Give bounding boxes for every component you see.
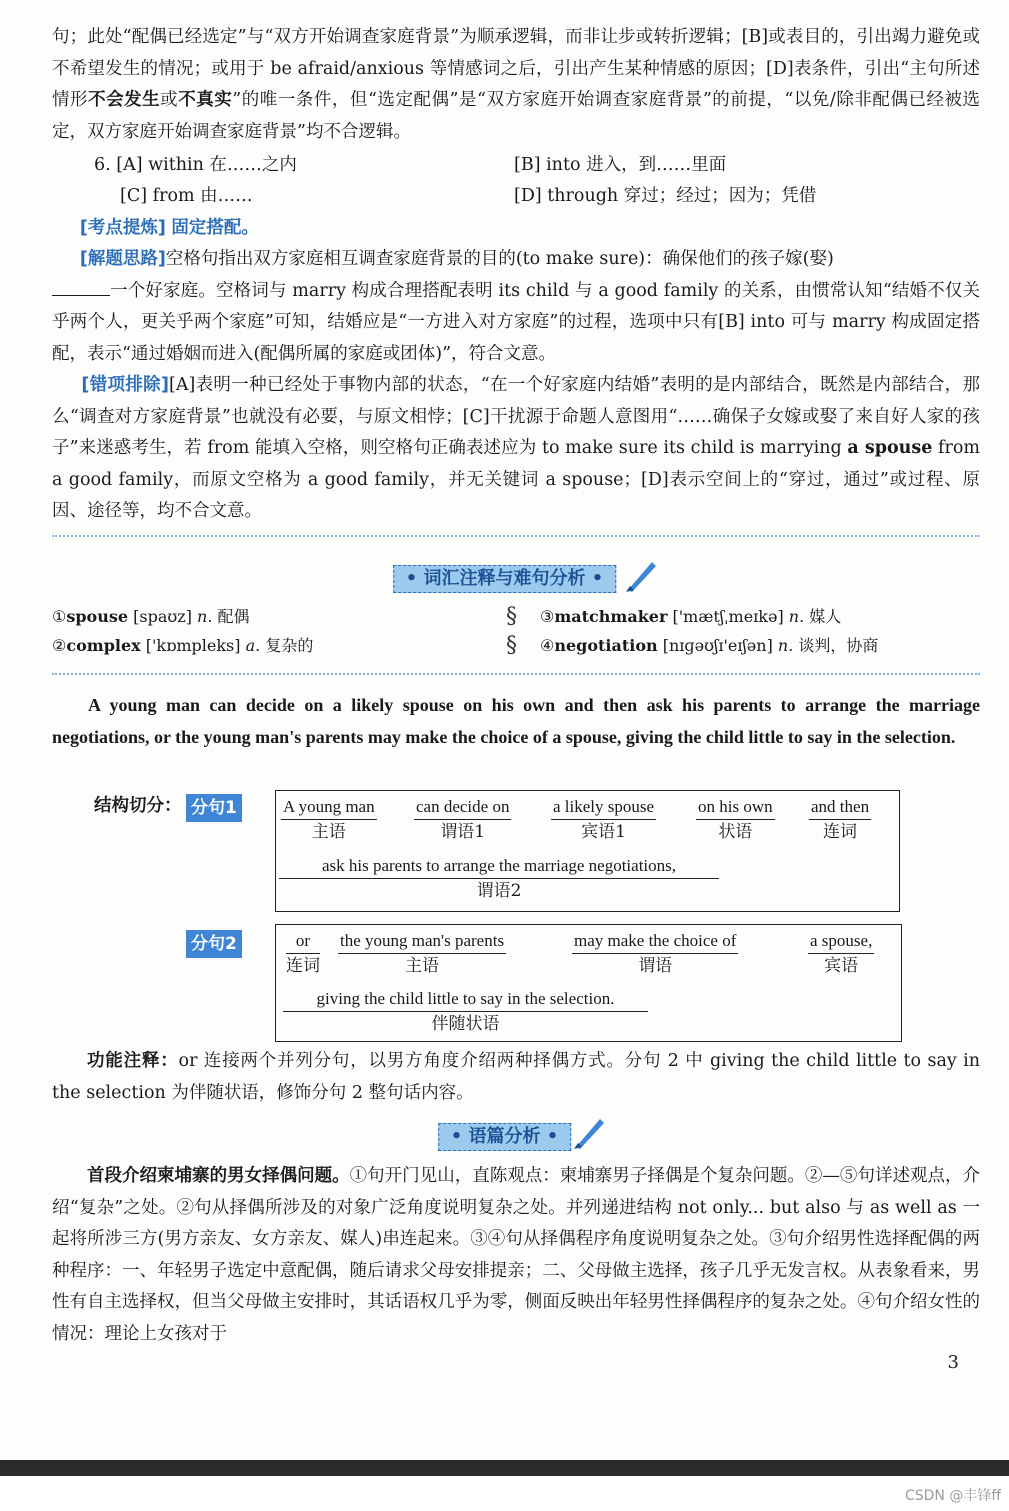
clause1-part: can decide on 谓语1 (416, 797, 510, 842)
clause2-tag: 分句2 (186, 930, 242, 958)
clause2-part: a spouse, 宾语 (810, 931, 873, 976)
clause2-part: the young man's parents 主语 (340, 931, 505, 976)
vocab-item: ②complex ['kɒmpleks] a. 复杂的 (52, 636, 314, 655)
answer-blank (52, 279, 110, 296)
divider (52, 673, 980, 675)
kaodian-block: [考点提炼] 固定搭配。 (79, 218, 259, 238)
clause1-part: on his own 状语 (698, 797, 773, 842)
footer-bar (0, 1460, 1009, 1476)
clause2-part: may make the choice of 谓语 (574, 931, 737, 976)
clause2-adverbial: giving the child little to say in the selection. 伴随状语 (283, 987, 648, 1036)
pen-icon (570, 1113, 608, 1151)
vocab-item: ③matchmaker ['mætʃˌmeɪkə] n. 媒人 (540, 607, 842, 626)
jieti-block: [解题思路]空格句指出双方家庭相互调查家庭背景的目的(to make sure)：确保他们的孩子嫁(娶) 一个好家庭。空格词与 marry 构成合理搭配表明 its child 与 a good family 的关系，由惯常认知“结婚不仅关乎两个人，更关乎两个家庭”可知，结婚应是“一方进入对方家庭”的过程，选项中只有[B] into 可与 marry 构成固定搭配，表示“通过婚姻而进入(配偶所属的家庭或团体)”，符合文意。 (52, 249, 980, 364)
jieti-tag: [解题思路] (79, 249, 166, 269)
divider (52, 535, 980, 537)
paragraph-intro: 句；此处“配偶已经选定”与“双方开始调查家庭背景”为顺承逻辑，而非让步或转折逻辑；[B]或表目的，引出竭力避免或不希望发生的情况；或用于 be afraid/anxious 等情感词之后，引出产生某种情感的原因；[D]表条件，引出“主句所述情形不会发生或不真实”的唯一条件，但“选定配偶”是“双方家庭开始调查家庭背景”的前提，“以免/除非配偶已经被选定，双方家庭开始调查家庭背景”均不合逻辑。 (52, 27, 981, 142)
option-a: 6. [A] within 在……之内 (94, 155, 297, 175)
vocab-item: ④negotiation [nɪɡəʊʃɪ'eɪʃən] n. 谈判，协商 (540, 636, 879, 655)
structure-label: 结构切分： (94, 796, 182, 816)
cuoxiang-block: [错项排除][A]表明一种已经处于事物内部的状态，“在一个好家庭内结婚”表明的是内部结合，既然是内部结合，那么“调查对方家庭背景”也就没有必要，与原文相悖；[C]干扰源于命题人意图用“……确保子女嫁或娶了来自好人家的孩子”来迷惑考生，若 from 能填入空格，则空格句正确表述应为 to make sure its child is marrying a spouse from a good family，而原文空格为 a good family，并无关键词 a spouse；[D]表示空间上的“穿过，通过”或过程、原因、途径等，均不合文意。 (52, 375, 980, 521)
difficult-sentence: A young man can decide on a likely spouse on his own and then ask his parents to arrange the marriage negotiations, or the young man's parents may make the choice of a spouse, giving the child little to say in the selection. (52, 695, 980, 747)
kaodian-tag: [考点提炼] (79, 218, 166, 238)
clause1-part: a likely spouse 宾语1 (553, 797, 655, 842)
function-note: 功能注释：or 连接两个并列分句，以男方角度介绍两种择偶方式。分句 2 中 giving the child little to say in the selection 为伴随状语，修饰分句 2 整句话内容。 (52, 1051, 981, 1103)
discourse-paragraph: 首段介绍柬埔寨的男女择偶问题。①句开门见山，直陈观点：柬埔寨男子择偶是个复杂问题。②—⑤句详述观点，介绍“复杂”之处。②句从择偶所涉及的对象广泛角度说明复杂之处。并列递进结构 not only... but also 与 as well as 一起将所涉三方(男方亲友、女方亲友、媒人)串连起来。③④句从择偶程序角度说明复杂之处。③句介绍男性选择配偶的两种程序：一、年轻男子选定中意配偶，随后请求父母安排提亲；二、父母做主选择，孩子几乎无发言权。从表象看来，男性有自主选择权，但当父母做主安排时，其话语权几乎为零，侧面反映出年轻男性择偶程序的复杂之处。④句介绍女性的情况：理论上女孩对于 (52, 1166, 981, 1344)
option-d: [D] through 穿过；经过；因为；凭借 (514, 186, 817, 206)
pen-icon (622, 556, 660, 594)
clause1-part: A young man 主语 (283, 797, 375, 842)
clause2-part: or 连词 (286, 931, 320, 976)
wave-divider: § (506, 633, 517, 658)
discourse-section-title: • 语篇分析 • (438, 1123, 572, 1151)
option-b: [B] into 进入，到……里面 (514, 155, 727, 175)
clause1-predicate2: ask his parents to arrange the marriage negotiations, 谓语2 (279, 854, 719, 903)
page-number: 3 (947, 1352, 959, 1373)
clause1-tag: 分句1 (186, 794, 242, 822)
clause2-box (275, 924, 902, 1042)
cuoxiang-tag: [错项排除] (81, 375, 169, 395)
option-c: [C] from 由…… (120, 186, 253, 206)
wave-divider: § (506, 604, 517, 629)
vocab-item: ①spouse [spaʊz] n. 配偶 (52, 607, 250, 626)
watermark: CSDN @丰锋ff (904, 1488, 1001, 1504)
vocab-section-title: • 词汇注释与难句分析 • (393, 565, 617, 593)
clause1-part: and then 连词 (811, 797, 870, 842)
clause1-box (275, 790, 900, 912)
